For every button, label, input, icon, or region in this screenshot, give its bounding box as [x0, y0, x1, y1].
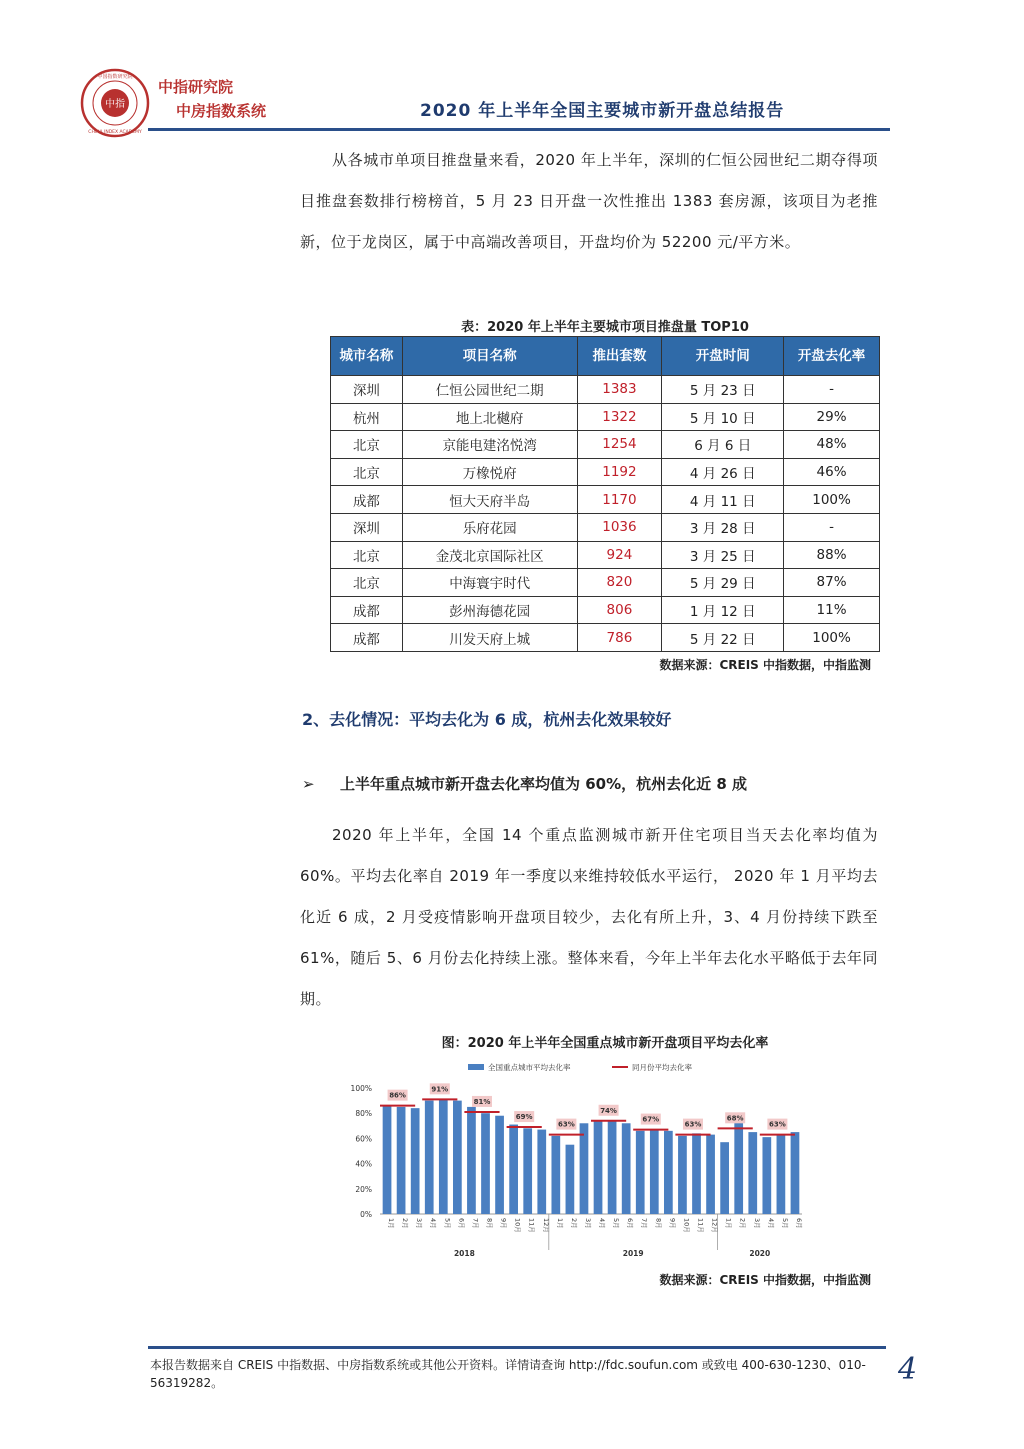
cell-open-date: 5 月 29 日: [662, 569, 784, 597]
cell-sell-through: 100%: [784, 624, 880, 652]
bar: [566, 1145, 575, 1214]
data-label: 63%: [558, 1120, 575, 1129]
bar: [495, 1116, 504, 1214]
x-tick-label: 11月: [527, 1218, 536, 1233]
bar: [692, 1133, 701, 1214]
data-label: 91%: [431, 1085, 449, 1094]
y-tick-label: 80%: [355, 1109, 372, 1119]
bar: [397, 1107, 406, 1214]
x-tick-label: 6月: [794, 1218, 803, 1229]
header-open-date: 开盘时间: [662, 337, 784, 376]
cell-project: 乐府花园: [402, 513, 577, 541]
svg-text:中国指数研究院: 中国指数研究院: [97, 74, 133, 80]
x-tick-label: 10月: [682, 1218, 691, 1233]
data-label: 69%: [515, 1113, 533, 1122]
key-finding-text: 上半年重点城市新开盘去化率均值为 60%，杭州去化近 8 成: [340, 775, 748, 793]
x-tick-label: 4月: [429, 1218, 438, 1229]
x-tick-label: 8月: [485, 1218, 494, 1229]
cell-units: 786: [577, 624, 662, 652]
bar: [734, 1114, 743, 1214]
cell-open-date: 4 月 26 日: [662, 458, 784, 486]
bar: [411, 1108, 420, 1214]
header-city: 城市名称: [331, 337, 403, 376]
x-tick-label: 5月: [612, 1218, 621, 1229]
bar: [509, 1125, 518, 1214]
cell-open-date: 4 月 11 日: [662, 486, 784, 514]
data-label: 63%: [684, 1120, 702, 1129]
y-tick-label: 20%: [355, 1184, 372, 1194]
x-tick-label: 5月: [443, 1218, 452, 1229]
cell-units: 1322: [577, 403, 662, 431]
page-number: 4: [898, 1352, 918, 1387]
x-tick-label: 6月: [457, 1218, 466, 1229]
chart-caption: 图：2020 年上半年全国重点城市新开盘项目平均去化率: [441, 1036, 769, 1051]
cell-sell-through: -: [784, 513, 880, 541]
data-label: 68%: [726, 1114, 744, 1123]
table-row: [331, 486, 880, 514]
bar: [523, 1128, 532, 1214]
table-row: [331, 513, 880, 541]
cell-project: 地上北樾府: [402, 403, 577, 431]
header-project: 项目名称: [402, 337, 577, 376]
cell-project: 金茂北京国际社区: [402, 541, 577, 569]
cell-units: 1192: [577, 458, 662, 486]
header-sell-through: 开盘去化率: [784, 337, 880, 376]
x-tick-label: 2月: [569, 1218, 578, 1229]
x-tick-label: 2月: [401, 1218, 410, 1229]
year-label: 2019: [622, 1249, 644, 1258]
y-tick-label: 60%: [355, 1134, 372, 1144]
bar: [678, 1136, 687, 1214]
arrow-bullet-icon: ➢: [302, 775, 315, 793]
x-tick-label: 7月: [471, 1218, 480, 1229]
cell-city: 杭州: [331, 403, 403, 431]
footer-rule: [148, 1346, 886, 1349]
year-label: 2020: [749, 1249, 771, 1258]
table-row: [331, 596, 880, 624]
x-tick-label: 10月: [513, 1218, 522, 1233]
cell-units: 1036: [577, 513, 662, 541]
bar: [706, 1135, 715, 1214]
org-name-line2: 中房指数系统: [176, 102, 267, 120]
cell-city: 成都: [331, 624, 403, 652]
x-tick-label: 12月: [710, 1218, 719, 1233]
intro-paragraph-text: 从各城市单项目推盘量来看，2020 年上半年，深圳的仁恒公园世纪二期夺得项目推盘套数排行榜榜首，5 月 23 日开盘一次性推出 1383 套房源，该项目为老推新，位于龙岗区，属于中高端改善项目，开盘均价为 52200 元/平方米。: [300, 151, 878, 251]
bar: [777, 1135, 786, 1214]
cell-project: 京能电建洺悦湾: [402, 431, 577, 459]
bar: [622, 1123, 631, 1214]
x-tick-label: 1月: [724, 1218, 733, 1229]
bar: [383, 1106, 392, 1214]
x-tick-label: 5月: [780, 1218, 789, 1229]
legend-bar-swatch: [468, 1064, 484, 1070]
cell-sell-through: 29%: [784, 403, 880, 431]
cell-city: 北京: [331, 569, 403, 597]
x-tick-label: 7月: [640, 1218, 649, 1229]
bar: [748, 1132, 757, 1214]
y-tick-label: 40%: [355, 1159, 372, 1169]
bar: [594, 1121, 603, 1214]
x-tick-label: 1月: [387, 1218, 396, 1229]
body-paragraph: [300, 815, 878, 1020]
org-name-line1: 中指研究院: [158, 78, 234, 96]
cell-project: 川发天府上城: [402, 624, 577, 652]
y-tick-label: 100%: [350, 1084, 372, 1093]
header-rule: [148, 128, 890, 131]
table-row: [331, 403, 880, 431]
cell-city: 北京: [331, 431, 403, 459]
cell-project: 中海寰宇时代: [402, 569, 577, 597]
cell-project: 万橡悦府: [402, 458, 577, 486]
table-row: [331, 569, 880, 597]
x-tick-label: 3月: [752, 1218, 761, 1229]
bar: [650, 1130, 659, 1214]
cell-project: 恒大天府半岛: [402, 486, 577, 514]
cell-sell-through: 46%: [784, 458, 880, 486]
footer-note: 本报告数据来自 CREIS 中指数据、中房指数系统或其他公开资料。详情请查询 http://fdc.soufun.com 或致电 400-630-1230、010-56319282。: [150, 1358, 866, 1390]
x-tick-label: 6月: [626, 1218, 635, 1229]
cell-project: 彭州海德花园: [402, 596, 577, 624]
bar: [467, 1107, 476, 1214]
bar: [580, 1123, 589, 1214]
report-title: 2020 年上半年全国主要城市新开盘总结报告: [420, 101, 785, 121]
cell-open-date: 3 月 28 日: [662, 513, 784, 541]
data-label: 67%: [642, 1115, 660, 1124]
data-label: 86%: [389, 1091, 406, 1100]
china-index-academy-logo: [80, 68, 150, 138]
intro-paragraph: [300, 140, 878, 263]
x-tick-label: 3月: [415, 1218, 424, 1229]
cell-units: 1170: [577, 486, 662, 514]
table-source-note: 数据来源：CREIS 中指数据，中指监测: [659, 658, 871, 672]
x-tick-label: 9月: [668, 1218, 677, 1229]
x-tick-label: 8月: [654, 1218, 663, 1229]
bar: [453, 1101, 462, 1214]
bar: [664, 1131, 673, 1214]
year-label: 2018: [453, 1249, 475, 1258]
key-finding-bullet: [302, 773, 747, 794]
bar: [481, 1113, 490, 1214]
bar: [720, 1142, 729, 1214]
x-tick-label: 4月: [598, 1218, 607, 1229]
cell-city: 成都: [331, 596, 403, 624]
top10-projects-table: [330, 336, 880, 652]
cell-units: 1383: [577, 376, 662, 404]
section-heading: 2、去化情况：平均去化为 6 成，杭州去化效果较好: [302, 710, 672, 729]
svg-text:中指: 中指: [105, 99, 125, 110]
y-tick-label: 0%: [360, 1210, 372, 1219]
cell-open-date: 5 月 22 日: [662, 624, 784, 652]
svg-text:CHINA INDEX ACADEMY: CHINA INDEX ACADEMY: [88, 130, 142, 135]
body-paragraph-text: 2020 年上半年，全国 14 个重点监测城市新开住宅项目当天去化率均值为 60%。平均去化率自 2019 年一季度以来维持较低水平运行， 2020 年 1 月平均去化近 6 成，2 月受疫情影响开盘项目较少，去化有所上升，3、4 月份持续下跌至 61%，随后 5、6 月份去化持续上涨。整体来看，今年上半年去化水平略低于去年同期。: [300, 826, 878, 1008]
data-label: 74%: [600, 1106, 617, 1115]
legend-label-bar: 全国重点城市平均去化率: [488, 1063, 571, 1072]
cell-open-date: 5 月 23 日: [662, 376, 784, 404]
x-tick-label: 9月: [499, 1218, 508, 1229]
bar: [762, 1137, 771, 1214]
data-label: 63%: [769, 1120, 786, 1129]
cell-city: 北京: [331, 541, 403, 569]
table-header-row: [331, 337, 880, 376]
cell-open-date: 6 月 6 日: [662, 431, 784, 459]
x-tick-label: 11月: [696, 1218, 705, 1233]
cell-sell-through: 48%: [784, 431, 880, 459]
x-tick-label: 2月: [738, 1218, 747, 1229]
x-tick-label: 1月: [555, 1218, 564, 1229]
x-tick-label: 4月: [766, 1218, 775, 1229]
cell-project: 仁恒公园世纪二期: [402, 376, 577, 404]
header-units: 推出套数: [577, 337, 662, 376]
cell-sell-through: 100%: [784, 486, 880, 514]
table-row: [331, 376, 880, 404]
bar: [608, 1121, 617, 1214]
data-label: 81%: [473, 1097, 491, 1106]
table-row: [331, 431, 880, 459]
cell-open-date: 3 月 25 日: [662, 541, 784, 569]
cell-city: 深圳: [331, 376, 403, 404]
legend-label-line: 同月份平均去化率: [632, 1063, 692, 1072]
table-row: [331, 458, 880, 486]
bar: [636, 1131, 645, 1214]
cell-sell-through: -: [784, 376, 880, 404]
table-caption: 表：2020 年上半年主要城市项目推盘量 TOP10: [461, 320, 749, 335]
cell-sell-through: 11%: [784, 596, 880, 624]
cell-city: 深圳: [331, 513, 403, 541]
table-row: [331, 624, 880, 652]
cell-city: 成都: [331, 486, 403, 514]
cell-open-date: 1 月 12 日: [662, 596, 784, 624]
bar: [551, 1136, 560, 1214]
cell-units: 806: [577, 596, 662, 624]
bar: [537, 1130, 546, 1214]
x-tick-label: 3月: [583, 1218, 592, 1229]
bar: [439, 1099, 448, 1214]
cell-city: 北京: [331, 458, 403, 486]
cell-units: 924: [577, 541, 662, 569]
bar: [425, 1101, 434, 1214]
cell-units: 1254: [577, 431, 662, 459]
table-row: [331, 541, 880, 569]
cell-sell-through: 87%: [784, 569, 880, 597]
sell-through-rate-chart: [340, 1052, 810, 1262]
x-tick-label: 12月: [541, 1218, 550, 1233]
cell-open-date: 5 月 10 日: [662, 403, 784, 431]
bar: [791, 1132, 800, 1214]
chart-source-note: 数据来源：CREIS 中指数据，中指监测: [659, 1273, 871, 1287]
cell-units: 820: [577, 569, 662, 597]
cell-sell-through: 88%: [784, 541, 880, 569]
